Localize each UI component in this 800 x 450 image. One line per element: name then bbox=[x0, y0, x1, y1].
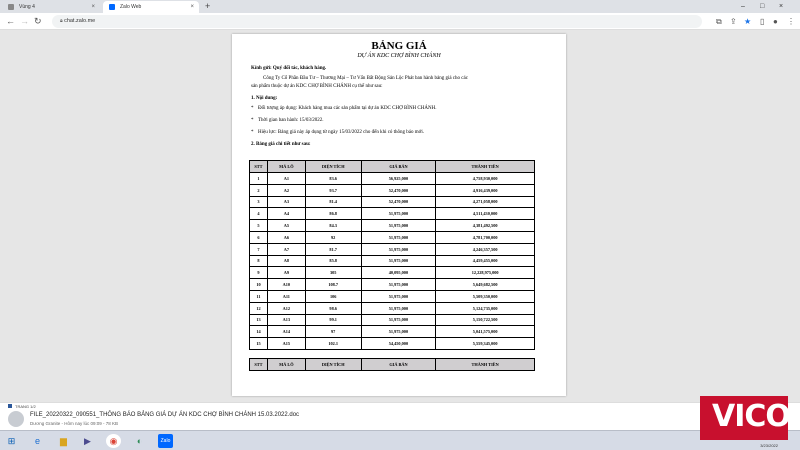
table-row bbox=[250, 326, 535, 338]
forward-arrow-icon[interactable]: → bbox=[20, 16, 29, 26]
cell-lot: A1 bbox=[267, 173, 305, 185]
cell-total: 4,511,430,000 bbox=[436, 208, 535, 220]
table-row bbox=[250, 173, 535, 185]
page-favicon-icon bbox=[8, 4, 14, 10]
table-row bbox=[250, 290, 535, 302]
cell-total: 5,124,735,000 bbox=[436, 302, 535, 314]
system-clock: 3/23/2022 bbox=[760, 443, 778, 448]
cell-area: 86.8 bbox=[305, 208, 361, 220]
page-subtitle: DỰ ÁN KDC CHỢ BÌNH CHÁNH bbox=[357, 53, 441, 59]
cell-total: 4,246,357,500 bbox=[436, 243, 535, 255]
cell-total: 4,381,492,500 bbox=[436, 220, 535, 232]
cell-stt: 5 bbox=[250, 220, 268, 232]
tab-label: Zalo Web bbox=[120, 4, 142, 10]
tab-zalo-web[interactable] bbox=[103, 1, 199, 13]
cell-area: 83.6 bbox=[305, 173, 361, 185]
media-player-icon[interactable]: ▶ bbox=[84, 436, 91, 446]
table-row bbox=[250, 279, 535, 291]
cell-lot: A3 bbox=[267, 196, 305, 208]
page-indicator: TRANG 1/2 bbox=[8, 404, 36, 409]
cell-stt: 15 bbox=[250, 338, 268, 350]
close-window-button[interactable]: × bbox=[779, 3, 784, 10]
cell-price: 52,470,000 bbox=[361, 184, 436, 196]
back-arrow-icon[interactable]: ← bbox=[6, 16, 15, 26]
greeting: Kính gửi: Quý đối tác, khách hàng. bbox=[251, 66, 327, 71]
cell-total: 4,916,439,000 bbox=[436, 184, 535, 196]
cell-lot: A6 bbox=[267, 231, 305, 243]
cell-area: 98.6 bbox=[305, 302, 361, 314]
ie-icon[interactable]: e bbox=[34, 436, 40, 446]
cell-total: 4,271,058,000 bbox=[436, 196, 535, 208]
cell-stt: 4 bbox=[250, 208, 268, 220]
cell-total: 12,228,975,000 bbox=[436, 267, 535, 279]
vico-logo-text: VICO bbox=[712, 399, 790, 434]
table-row bbox=[250, 196, 535, 208]
price-table-continued-header bbox=[249, 358, 535, 371]
table-row bbox=[250, 208, 535, 220]
table-row bbox=[250, 243, 535, 255]
reload-icon[interactable]: ↻ bbox=[34, 16, 42, 26]
cell-area: 305 bbox=[305, 267, 361, 279]
cell-area: 102.1 bbox=[305, 338, 361, 350]
table-row bbox=[250, 184, 535, 196]
cell-stt: 10 bbox=[250, 279, 268, 291]
file-download-bar bbox=[0, 402, 800, 430]
cell-stt: 9 bbox=[250, 267, 268, 279]
tab-label: Vùng 4 bbox=[19, 4, 35, 10]
bullet-issue-date: Thời gian ban hành: 15/03/2022. bbox=[258, 118, 324, 123]
col-stt: STT bbox=[250, 359, 268, 371]
table-row bbox=[250, 314, 535, 326]
cell-lot: A2 bbox=[267, 184, 305, 196]
bullet-mark: * bbox=[251, 106, 254, 111]
cell-price: 54,450,000 bbox=[361, 338, 436, 350]
cell-price: 51,975,000 bbox=[361, 314, 436, 326]
col-total: THÀNH TIỀN bbox=[436, 359, 535, 371]
cell-stt: 7 bbox=[250, 243, 268, 255]
url-text: chat.zalo.me bbox=[64, 18, 96, 24]
table-row bbox=[250, 302, 535, 314]
cell-area: 81.4 bbox=[305, 196, 361, 208]
cell-price: 51,975,000 bbox=[361, 302, 436, 314]
chrome-icon[interactable]: ◉ bbox=[106, 434, 121, 448]
intro-line-1: Công Ty Cổ Phần Đầu Tư – Thương Mại – Tư Vấn Bất Động Sản Lộc Phát ban hành bảng giá cho các bbox=[263, 76, 468, 81]
cell-lot: A13 bbox=[267, 314, 305, 326]
cell-lot: A12 bbox=[267, 302, 305, 314]
table-row bbox=[250, 255, 535, 267]
cell-lot: A4 bbox=[267, 208, 305, 220]
browser-toolbar bbox=[0, 13, 800, 30]
price-table bbox=[249, 160, 535, 350]
cell-total: 5,150,722,500 bbox=[436, 314, 535, 326]
cell-area: 93.7 bbox=[305, 184, 361, 196]
cell-area: 85.8 bbox=[305, 255, 361, 267]
cell-stt: 14 bbox=[250, 326, 268, 338]
cell-stt: 3 bbox=[250, 196, 268, 208]
bullet-validity: Hiệu lực: Bảng giá này áp dụng từ ngày 15/03/2022 cho đến khi có thông báo mới. bbox=[258, 130, 424, 135]
cell-area: 92 bbox=[305, 231, 361, 243]
document-page bbox=[232, 34, 566, 396]
address-bar[interactable] bbox=[52, 15, 702, 28]
cell-lot: A11 bbox=[267, 290, 305, 302]
share-icon[interactable]: ⇪ bbox=[730, 17, 737, 26]
start-button-icon[interactable]: ⊞ bbox=[7, 436, 16, 446]
zalo-icon[interactable]: Zalo bbox=[158, 434, 173, 448]
document-viewer[interactable] bbox=[0, 30, 800, 402]
bookmark-star-icon[interactable]: ★ bbox=[744, 17, 752, 26]
cell-total: 4,758,930,000 bbox=[436, 173, 535, 185]
section-price-heading: 2. Bảng giá chi tiết như sau: bbox=[251, 142, 311, 147]
file-explorer-icon[interactable]: ▆ bbox=[60, 436, 67, 446]
cell-stt: 8 bbox=[250, 255, 268, 267]
sender-avatar bbox=[8, 411, 24, 427]
bullet-mark: * bbox=[251, 118, 254, 123]
table-row bbox=[250, 231, 535, 243]
cell-area: 99.1 bbox=[305, 314, 361, 326]
cell-area: 106 bbox=[305, 290, 361, 302]
cell-total: 5,559,345,000 bbox=[436, 338, 535, 350]
maximize-button[interactable]: □ bbox=[760, 3, 765, 10]
col-price: GIÁ BÁN bbox=[361, 359, 436, 371]
bullet-applicable: Đối tượng áp dụng: Khách hàng mua các sản phẩm tại dự án KDC CHỢ BÌNH CHÁNH. bbox=[258, 106, 437, 111]
table-row bbox=[250, 220, 535, 232]
cell-total: 4,781,700,000 bbox=[436, 231, 535, 243]
cell-area: 81.7 bbox=[305, 243, 361, 255]
cell-price: 52,470,000 bbox=[361, 196, 436, 208]
cell-lot: A9 bbox=[267, 267, 305, 279]
page-title: BẢNG GIÁ bbox=[371, 40, 427, 52]
cell-stt: 12 bbox=[250, 302, 268, 314]
cell-price: 51,975,000 bbox=[361, 326, 436, 338]
col-price: GIÁ BÁN bbox=[361, 161, 436, 173]
col-lot: MÃ LÔ bbox=[267, 359, 305, 371]
new-tab-button[interactable]: + bbox=[205, 1, 211, 11]
cell-area: 84.3 bbox=[305, 220, 361, 232]
cell-total: 5,509,350,000 bbox=[436, 290, 535, 302]
browser-tab-strip bbox=[0, 0, 800, 13]
table-row bbox=[250, 338, 535, 350]
sidebar-icon[interactable]: ▯ bbox=[760, 17, 765, 26]
menu-dots-icon[interactable]: ⋮ bbox=[787, 17, 795, 26]
cell-stt: 11 bbox=[250, 290, 268, 302]
section-content-heading: 1. Nội dung: bbox=[251, 96, 278, 101]
col-lot: MÃ LÔ bbox=[267, 161, 305, 173]
bullet-mark: * bbox=[251, 130, 254, 135]
zalo-favicon-icon bbox=[109, 4, 115, 10]
cell-total: 4,459,455,000 bbox=[436, 255, 535, 267]
cell-stt: 2 bbox=[250, 184, 268, 196]
app-icon[interactable]: ◐ bbox=[136, 436, 143, 446]
cell-price: 56,925,000 bbox=[361, 173, 436, 185]
cell-lot: A8 bbox=[267, 255, 305, 267]
cell-lot: A15 bbox=[267, 338, 305, 350]
cell-lot: A14 bbox=[267, 326, 305, 338]
col-area: DIỆN TÍCH bbox=[305, 161, 361, 173]
intro-line-2: sản phẩm thuộc dự án KDC CHỢ BÌNH CHÁNH cụ thể như sau: bbox=[251, 84, 383, 89]
cell-lot: A7 bbox=[267, 243, 305, 255]
cast-icon[interactable]: ⧉ bbox=[716, 17, 722, 26]
cell-stt: 1 bbox=[250, 173, 268, 185]
cell-area: 97 bbox=[305, 326, 361, 338]
vico-watermark-logo bbox=[700, 396, 788, 440]
col-total: THÀNH TIỀN bbox=[436, 161, 535, 173]
lock-icon: 🔒︎ bbox=[60, 18, 65, 24]
cell-price: 51,975,000 bbox=[361, 279, 436, 291]
cell-area: 108.7 bbox=[305, 279, 361, 291]
minimize-button[interactable]: ‒ bbox=[741, 3, 745, 10]
file-name[interactable]: FILE_20220322_090551_THÔNG BÁO BẢNG GIÁ DỰ ÁN KDC CHỢ BÌNH CHÁNH 15.03.2022.doc bbox=[30, 412, 300, 418]
cell-lot: A5 bbox=[267, 220, 305, 232]
cell-stt: 6 bbox=[250, 231, 268, 243]
close-tab-icon[interactable]: × bbox=[190, 4, 194, 10]
cell-lot: A10 bbox=[267, 279, 305, 291]
cell-price: 40,095,000 bbox=[361, 267, 436, 279]
cell-total: 5,041,575,000 bbox=[436, 326, 535, 338]
cell-stt: 13 bbox=[250, 314, 268, 326]
cell-price: 51,975,000 bbox=[361, 255, 436, 267]
col-stt: STT bbox=[250, 161, 268, 173]
cell-price: 51,975,000 bbox=[361, 231, 436, 243]
taskbar bbox=[0, 430, 800, 450]
cell-price: 51,975,000 bbox=[361, 208, 436, 220]
col-area: DIỆN TÍCH bbox=[305, 359, 361, 371]
cell-total: 5,649,682,500 bbox=[436, 279, 535, 291]
tab-vung-4[interactable] bbox=[2, 1, 100, 13]
cell-price: 51,975,000 bbox=[361, 290, 436, 302]
file-type-icon bbox=[8, 404, 12, 408]
price-table-header bbox=[250, 161, 535, 173]
close-tab-icon[interactable]: × bbox=[91, 4, 95, 10]
cell-price: 51,975,000 bbox=[361, 243, 436, 255]
cell-price: 51,975,000 bbox=[361, 220, 436, 232]
file-meta: Dương Granite - Hôm nay lúc 09:09 - 78 KB bbox=[30, 421, 119, 426]
profile-icon[interactable]: ● bbox=[773, 17, 778, 26]
table-row bbox=[250, 267, 535, 279]
